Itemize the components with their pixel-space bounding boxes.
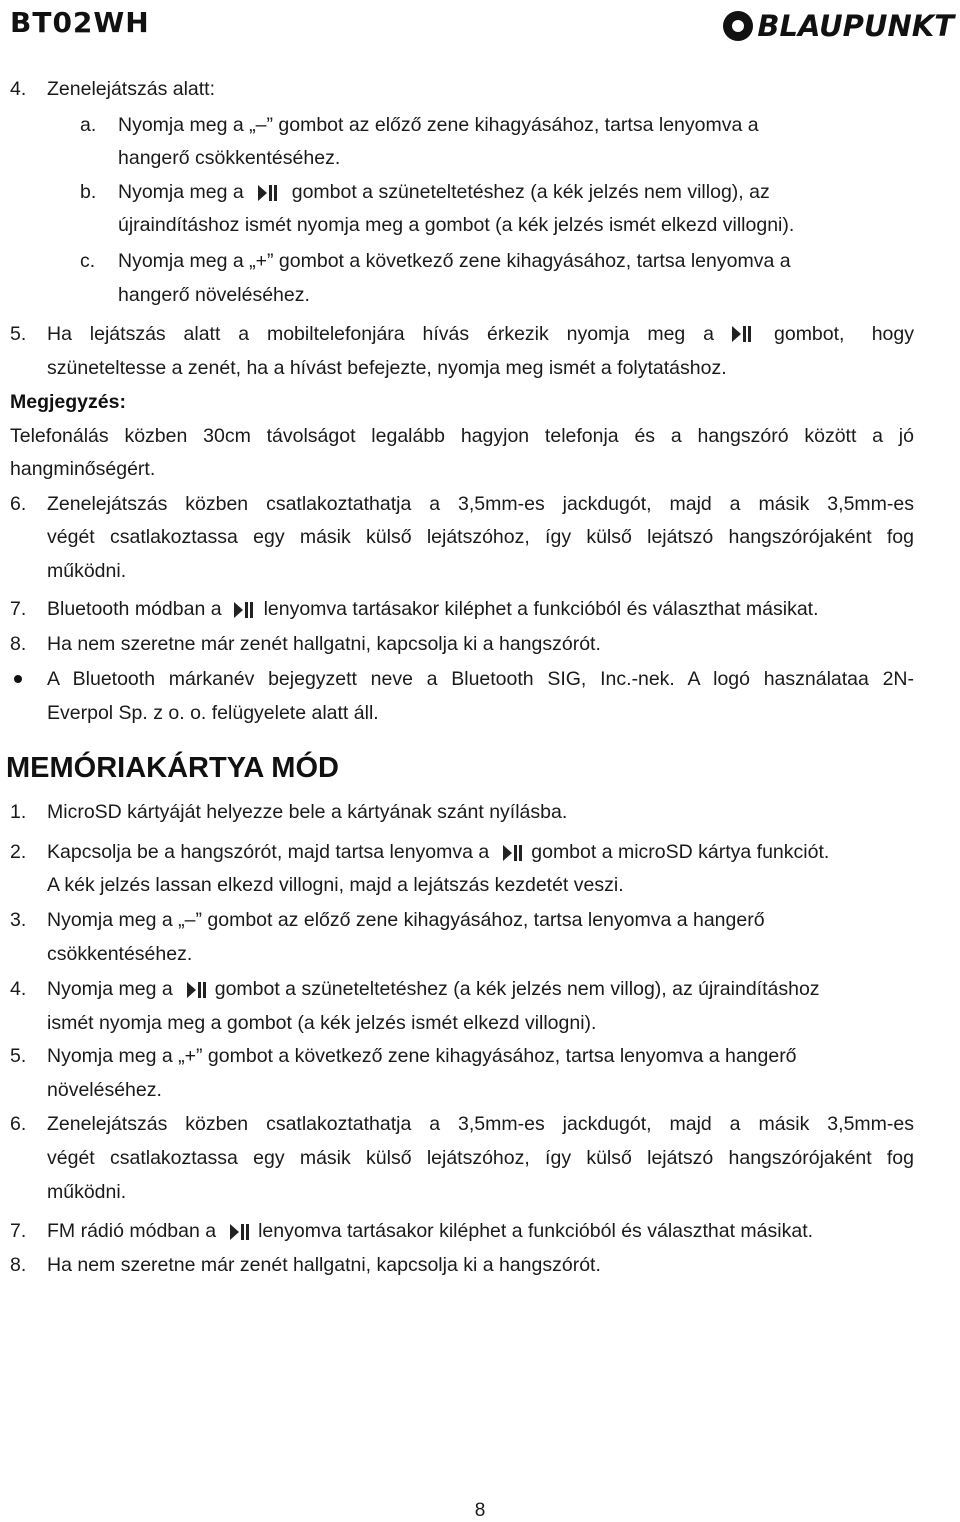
play-pause-icon (230, 1222, 250, 1242)
item-number: 4. (10, 978, 27, 1000)
item-text: lenyomva tartásakor kiléphet a funkcióból és választhat másikat. (258, 1220, 814, 1242)
item-text: Nyomja meg a „+” gombot a következő zene kihagyásához, tartsa lenyomva a hangerő (47, 1045, 797, 1067)
note-text-line: hangminőségért. (10, 458, 156, 480)
item-text: Nyomja meg a „–” gombot az előző zene kihagyásához, tartsa lenyomva a hangerő (47, 909, 765, 931)
item-text: Zenelejátszás közben csatlakoztathatja a 3,5mm-es jackdugót, majd a másik 3,5mm-es (47, 1113, 914, 1135)
item-text: Bluetooth módban a (47, 598, 222, 620)
item-number: 5. (10, 323, 27, 345)
subitem-text: gombot a szüneteltetéshez (a kék jelzés nem villog), az (291, 181, 770, 203)
item-number: 1. (10, 801, 27, 823)
subitem-text: Nyomja meg a „+” gombot a következő zene kihagyásához, tartsa lenyomva a (118, 250, 791, 272)
item-number: 8. (10, 1254, 27, 1276)
item-text: MicroSD kártyáját helyezze bele a kártyának szánt nyílásba. (47, 801, 568, 823)
item-text: szüneteltesse a zenét, ha a hívást befejezte, nyomja meg ismét a folytatáshoz. (47, 357, 727, 379)
item-text: végét csatlakoztassa egy másik külső lejátszóhoz, így külső lejátszó hangszórójaként fog (47, 1147, 914, 1169)
item-number: 3. (10, 909, 27, 931)
item-number: 8. (10, 633, 27, 655)
item-text: gombot, hogy (774, 323, 914, 345)
brand-logo-text: BLAUPUNKT (757, 9, 954, 43)
item-text: ismét nyomja meg a gombot (a kék jelzés ismét elkezd villogni). (47, 1012, 597, 1034)
item-text: gombot a microSD kártya funkciót. (531, 841, 830, 863)
subitem-text: újraindításhoz ismét nyomja meg a gombot (a kék jelzés ismét elkezd villogni). (118, 214, 795, 236)
subitem-letter: c. (80, 250, 96, 272)
model-name: BT02WH (10, 6, 150, 39)
item-text: Nyomja meg a (47, 978, 173, 1000)
item-text: Ha nem szeretne már zenét hallgatni, kapcsolja ki a hangszórót. (47, 633, 601, 655)
item-number: 6. (10, 1113, 27, 1135)
item-text: Kapcsolja be a hangszórót, majd tartsa lenyomva a (47, 841, 490, 863)
subitem-text: hangerő növeléséhez. (118, 284, 310, 306)
play-pause-icon (258, 183, 278, 203)
item-text: csökkentéséhez. (47, 943, 193, 965)
item-number: 6. (10, 493, 27, 515)
section-heading: MEMÓRIAKÁRTYA MÓD (6, 752, 339, 784)
item-number: 2. (10, 841, 27, 863)
bullet-text: A Bluetooth márkanév bejegyzett neve a Bluetooth SIG, Inc.-nek. A logó használataa 2N- (47, 668, 914, 690)
brand-logo-dot-icon (723, 11, 753, 41)
item-number: 7. (10, 1220, 27, 1242)
subitem-text: Nyomja meg a „–” gombot az előző zene kihagyásához, tartsa lenyomva a (118, 114, 759, 136)
play-pause-icon (503, 843, 523, 863)
item-text: Zenelejátszás közben csatlakoztathatja a 3,5mm-es jackdugót, majd a másik 3,5mm-es (47, 493, 914, 515)
subitem-letter: b. (80, 181, 97, 203)
item-text: működni. (47, 560, 127, 582)
subitem-text: Nyomja meg a (118, 181, 244, 203)
item-text: növeléséhez. (47, 1079, 162, 1101)
subitem-text: hangerő csökkentéséhez. (118, 147, 341, 169)
item-text: gombot a szüneteltetéshez (a kék jelzés nem villog), az újraindításhoz (214, 978, 820, 1000)
brand-logo (723, 10, 954, 42)
item-text: működni. (47, 1181, 127, 1203)
item-text: A kék jelzés lassan elkezd villogni, majd a lejátszás kezdetét veszi. (47, 874, 624, 896)
item-number: 5. (10, 1045, 27, 1067)
item-number: 4. (10, 78, 27, 100)
bullet-icon (14, 675, 22, 683)
item-text: FM rádió módban a (47, 1220, 217, 1242)
bullet-text: Everpol Sp. z o. o. felügyelete alatt áll. (47, 702, 379, 724)
play-pause-icon (234, 600, 254, 620)
item-text: lenyomva tartásakor kiléphet a funkcióból és választhat másikat. (263, 598, 819, 620)
play-pause-icon (732, 324, 752, 344)
note-label-text: Megjegyzés: (10, 391, 126, 413)
item-text: Ha lejátszás alatt a mobiltelefonjára hívás érkezik nyomja meg a (47, 323, 714, 345)
subitem-letter: a. (80, 114, 97, 136)
item-number: 7. (10, 598, 27, 620)
item-text: Ha nem szeretne már zenét hallgatni, kapcsolja ki a hangszórót. (47, 1254, 601, 1276)
page-number: 8 (474, 1500, 486, 1521)
item-text: Zenelejátszás alatt: (47, 78, 216, 100)
note-text-line: Telefonálás közben 30cm távolságot legalább hagyjon telefonja és a hangszóró között a jó (10, 425, 914, 447)
play-pause-icon (187, 980, 207, 1000)
item-text: végét csatlakoztassa egy másik külső lejátszóhoz, így külső lejátszó hangszórójaként fog (47, 526, 914, 548)
